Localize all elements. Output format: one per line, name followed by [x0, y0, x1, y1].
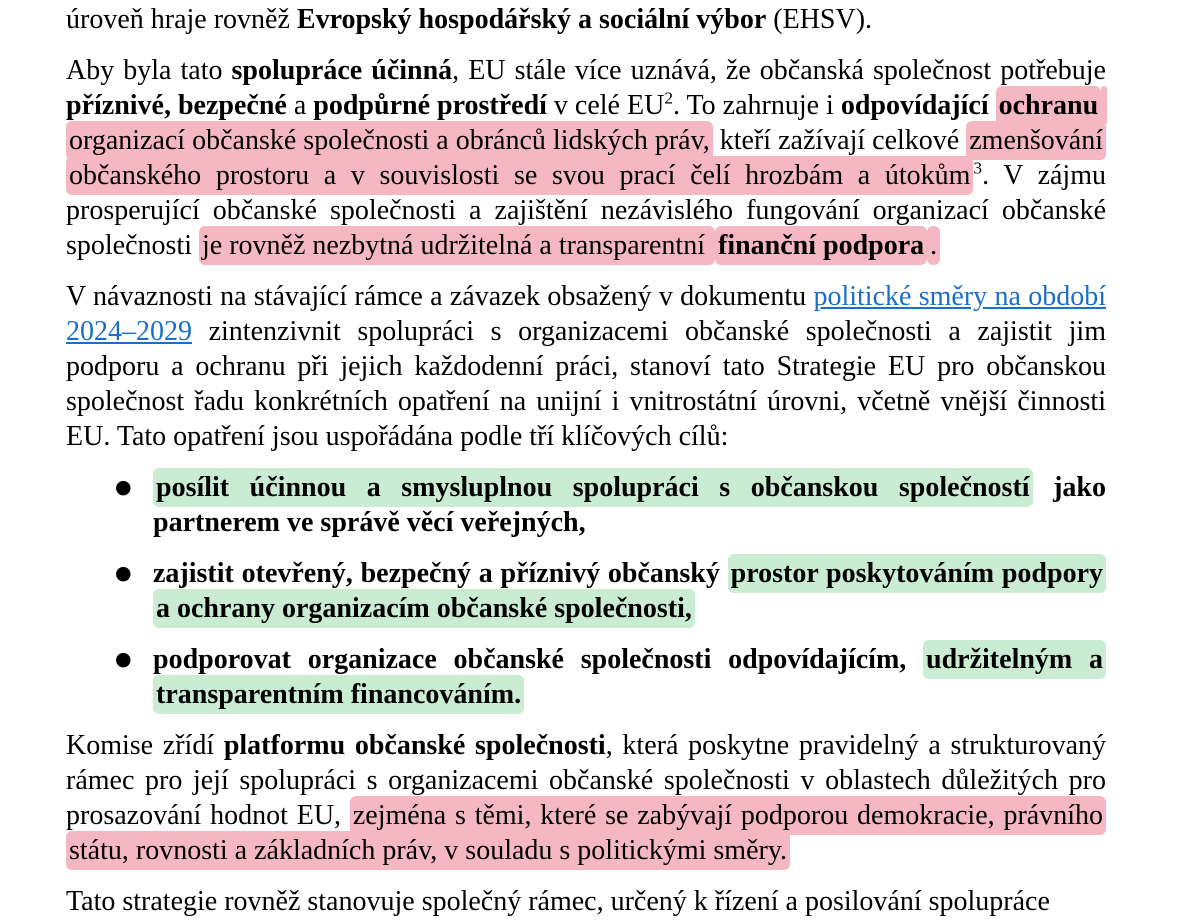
para-politicke-smery	[66, 279, 1106, 454]
para-spoluprace-ucinna	[66, 53, 1106, 263]
text-segment: .	[927, 226, 940, 265]
text-segment: spolupráce účinná	[231, 55, 453, 86]
text-segment: podporovat organizace občanské společnosti odpovídajícím,	[153, 644, 924, 675]
bullet-icon: ●	[115, 476, 132, 498]
text-segment: zejména s těmi, které se zabývají podporou demokracie, právního státu, rovnosti a základních práv, v souladu s politickými směry.	[66, 796, 1106, 870]
text-segment: Tato strategie rovněž stanovuje společný rámec, určený k řízení a posilování spolupráce	[66, 886, 1050, 917]
para-ehsv	[66, 2, 1106, 37]
text-segment: ochranu	[996, 86, 1102, 125]
text-segment: kteří zažívají celkové	[712, 125, 967, 156]
text-segment: zintenzivnit spolupráci s organizacemi občanské společnosti a zajistit jim podporu a ochranu při jejich každodenní práci, stanoví tato Strategie EU pro občanskou společnost řadu konkrétních opatření na unijní i vnitrostátní úrovni, včetně vnější činnosti EU. Tato opatření jsou uspořádána podle tří klíčových cílů:	[66, 316, 1106, 452]
text-segment: příznivé, bezpečné	[66, 90, 287, 121]
footnote-reference: 3	[973, 158, 983, 178]
text-segment: zajistit otevřený, bezpečný a příznivý občanský	[153, 558, 728, 589]
footnote-reference: 2	[664, 88, 673, 108]
text-segment: jako partnerem ve správě věcí veřejných,	[153, 472, 1106, 538]
text-segment: , která poskytne pravidelný a strukturovaný rámec pro její spolupráci s organizacemi občanské společnosti v oblastech důležitých pro prosazování hodnot EU,	[66, 730, 1107, 831]
text-segment: Aby byla tato	[66, 55, 232, 86]
text-segment: posílit účinnou a smysluplnou spolupráci s občanskou společností	[153, 468, 1033, 507]
bullet-icon: ●	[115, 562, 132, 584]
key-goals-list	[66, 470, 1106, 712]
bullet-icon: ●	[115, 648, 132, 670]
text-segment: a	[286, 90, 314, 121]
text-segment: (EHSV).	[766, 4, 873, 35]
text-segment: . V zájmu prosperující občanské společnosti a zajištění nezávislého fungování organizací občanské společnosti	[66, 160, 1106, 261]
para-spolecny-ramec	[66, 884, 1106, 919]
list-item	[66, 556, 1106, 626]
text-segment: V návaznosti na stávající rámce a závazek obsažený v dokumentu	[66, 281, 814, 312]
text-segment: Komise zřídí	[66, 730, 224, 761]
text-segment: udržitelným a transparentním financováním.	[153, 640, 1106, 714]
para-platforma	[66, 728, 1106, 868]
text-segment: podpůrné prostředí	[313, 90, 547, 121]
text-segment: Evropský hospodářský a sociální výbor	[296, 4, 767, 35]
text-segment: v celé EU	[546, 90, 665, 121]
text-segment: platformu občanské společnosti	[223, 730, 606, 761]
text-segment: , EU stále více uznává, že občanská společnost potřebuje	[452, 55, 1106, 86]
text-segment: finanční podpora	[715, 226, 927, 265]
text-segment: je rovněž nezbytná udržitelná a transparentní	[199, 226, 715, 265]
text-segment: organizací občanské společnosti a obránců lidských práv,	[66, 86, 1107, 160]
text-segment: zmenšování občanského prostoru a v souvislosti se svou prací čelí hrozbám a útokům	[66, 121, 1106, 195]
list-item	[66, 470, 1106, 540]
text-segment: . To zahrnuje i	[673, 90, 841, 121]
text-segment: prostor poskytováním podpory a ochrany organizacím občanské společnosti,	[153, 554, 1106, 628]
hyperlink[interactable]: politické směry na období 2024–2029	[66, 281, 1107, 347]
list-item	[66, 642, 1106, 712]
text-segment: úroveň hraje rovněž	[66, 4, 297, 35]
text-segment: odpovídající	[840, 90, 996, 121]
